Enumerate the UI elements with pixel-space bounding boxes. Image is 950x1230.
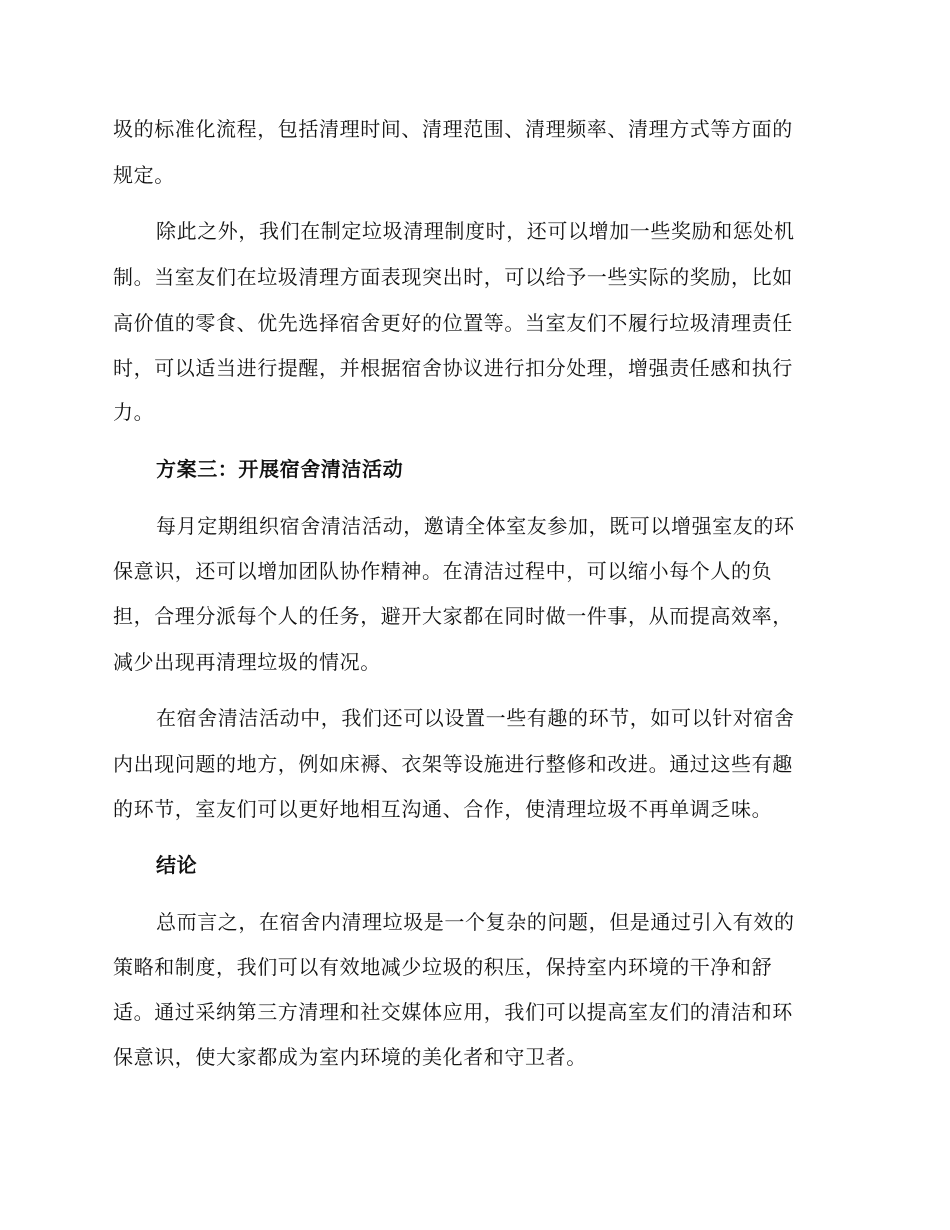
paragraph-line: 时，可以适当进行提醒，并根据宿舍协议进行扣分处理，增强责任感和执行 [113,356,793,380]
paragraph-line: 制。当室友们在垃圾清理方面表现突出时，可以给予一些实际的奖励，比如 [113,265,793,289]
section-heading: 方案三：开展宿舍清洁活动 [156,457,404,481]
paragraph-line: 保意识，使大家都成为室内环境的美化者和守卫者。 [113,1045,587,1069]
paragraph-line: 力。 [113,400,155,424]
paragraph-line: 在宿舍清洁活动中，我们还可以设置一些有趣的环节，如可以针对宿舍 [156,706,795,730]
paragraph-line: 圾的标准化流程，包括清理时间、清理范围、清理频率、清理方式等方面的 [113,117,793,141]
paragraph-line: 适。通过采纳第三方清理和社交媒体应用，我们可以提高室友们的清洁和环 [113,1000,793,1024]
paragraph-line: 内出现问题的地方，例如床褥、衣架等设施进行整修和改进。通过这些有趣 [113,752,793,776]
paragraph-line: 策略和制度，我们可以有效地减少垃圾的积压，保持室内环境的干净和舒 [113,955,773,979]
paragraph-line: 高价值的零食、优先选择宿舍更好的位置等。当室友们不履行垃圾清理责任 [113,311,793,335]
paragraph-line: 减少出现再清理垃圾的情况。 [113,650,381,674]
section-heading: 结论 [156,853,198,877]
paragraph-line: 总而言之，在宿舍内清理垃圾是一个复杂的问题，但是通过引入有效的 [156,910,795,934]
paragraph-line: 除此之外，我们在制定垃圾清理制度时，还可以增加一些奖励和惩处机 [156,219,795,243]
paragraph-line: 的环节，室友们可以更好地相互沟通、合作，使清理垃圾不再单调乏味。 [113,797,773,821]
paragraph-line: 担，合理分派每个人的任务，避开大家都在同时做一件事，从而提高效率， [113,604,793,628]
paragraph-line: 每月定期组织宿舍清洁活动，邀请全体室友参加，既可以增强室友的环 [156,514,795,538]
paragraph-line: 保意识，还可以增加团队协作精神。在清洁过程中，可以缩小每个人的负 [113,559,773,583]
paragraph-line: 规定。 [113,163,175,187]
